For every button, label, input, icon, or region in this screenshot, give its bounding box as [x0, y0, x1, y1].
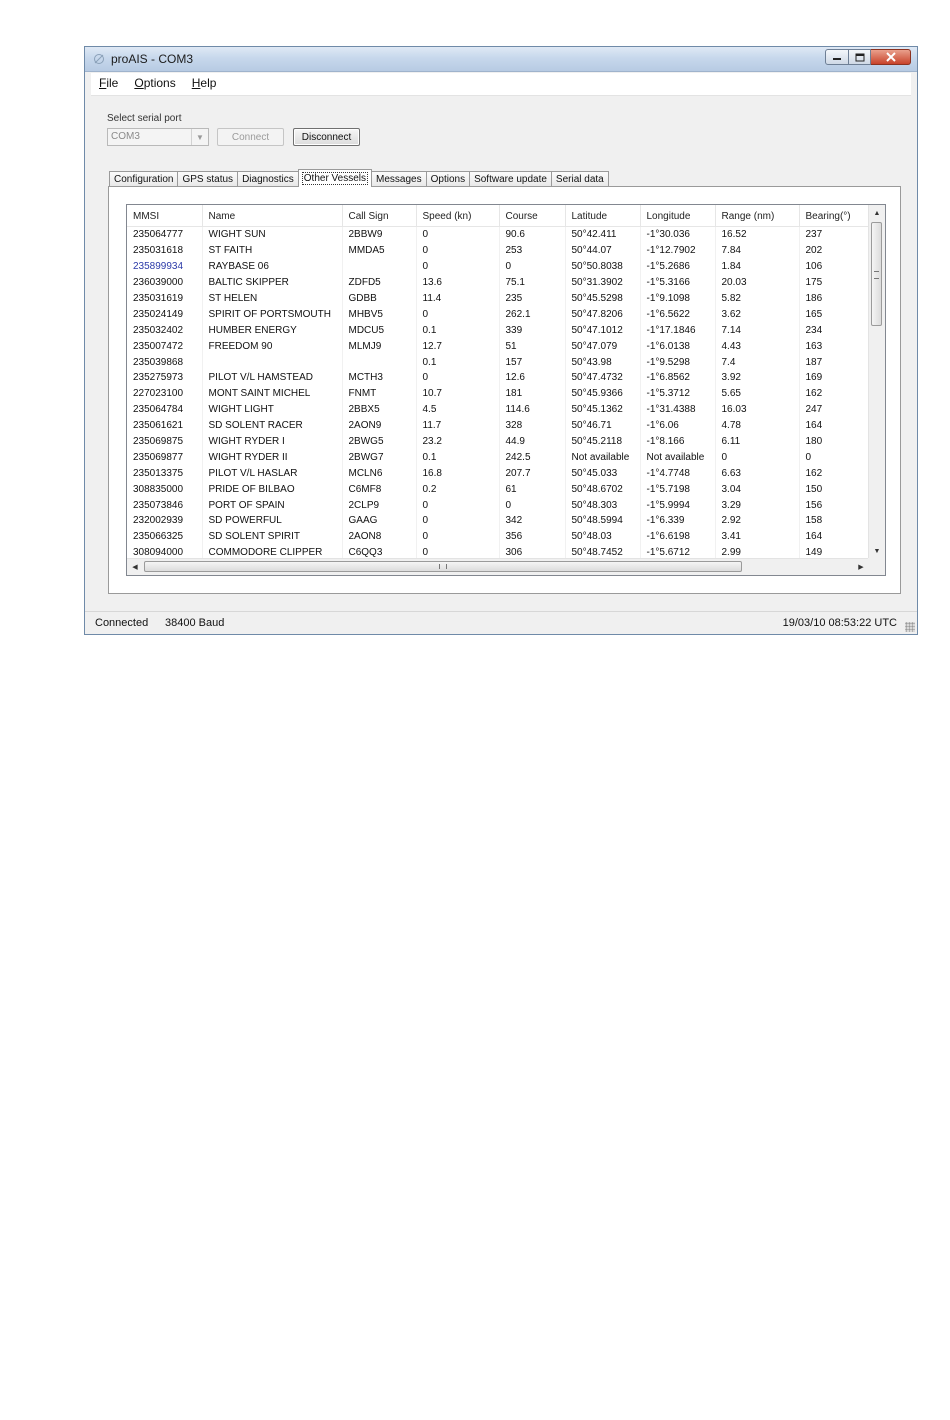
cell-speed: 0.1: [416, 322, 499, 338]
minimize-button[interactable]: [825, 49, 849, 65]
cell-call-sign: 2AON8: [342, 529, 416, 545]
cell-longitude: -1°30.036: [640, 227, 715, 243]
cell-longitude: -1°5.2686: [640, 259, 715, 275]
serial-port-value: COM3: [111, 131, 140, 142]
cell-latitude: 50°48.7452: [565, 545, 640, 559]
vessels-grid-body: [127, 205, 869, 559]
column-header-mmsi[interactable]: MMSI: [127, 205, 202, 227]
other-vessels-panel: [108, 186, 901, 594]
cell-bearing: 186: [799, 291, 869, 307]
cell-range: 7.4: [715, 354, 799, 370]
table-row[interactable]: [127, 243, 869, 259]
cell-name: ST FAITH: [202, 243, 342, 259]
cell-call-sign: MLMJ9: [342, 338, 416, 354]
cell-course: 75.1: [499, 275, 565, 291]
cell-bearing: 175: [799, 275, 869, 291]
cell-speed: 12.7: [416, 338, 499, 354]
cell-speed: 0: [416, 259, 499, 275]
cell-range: 16.52: [715, 227, 799, 243]
cell-call-sign: 2AON9: [342, 418, 416, 434]
cell-latitude: 50°50.8038: [565, 259, 640, 275]
cell-range: 1.84: [715, 259, 799, 275]
cell-mmsi: 235275973: [127, 370, 202, 386]
cell-name: MONT SAINT MICHEL: [202, 386, 342, 402]
cell-longitude: -1°6.06: [640, 418, 715, 434]
cell-name: ST HELEN: [202, 291, 342, 307]
cell-call-sign: MDCU5: [342, 322, 416, 338]
tab-configuration[interactable]: Configuration: [109, 171, 178, 187]
cell-mmsi: 236039000: [127, 275, 202, 291]
cell-range: 0: [715, 449, 799, 465]
table-row[interactable]: [127, 465, 869, 481]
cell-latitude: 50°48.03: [565, 529, 640, 545]
cell-course: 242.5: [499, 449, 565, 465]
cell-range: 16.03: [715, 402, 799, 418]
cell-name: SPIRIT OF PORTSMOUTH: [202, 306, 342, 322]
cell-longitude: -1°6.0138: [640, 338, 715, 354]
cell-longitude: -1°5.7198: [640, 481, 715, 497]
tab-strip: [109, 169, 608, 187]
menu-help[interactable]: Help: [191, 76, 217, 90]
cell-name: SD POWERFUL: [202, 513, 342, 529]
cell-mmsi: 235073846: [127, 497, 202, 513]
cell-call-sign: [342, 354, 416, 370]
cell-course: 90.6: [499, 227, 565, 243]
cell-course: 12.6: [499, 370, 565, 386]
scroll-corner: [868, 558, 885, 575]
cell-course: 0: [499, 259, 565, 275]
cell-course: 0: [499, 497, 565, 513]
cell-latitude: 50°48.303: [565, 497, 640, 513]
tab-gps-status[interactable]: GPS status: [177, 171, 238, 187]
vessels-table: [127, 205, 869, 559]
cell-mmsi: 235069877: [127, 449, 202, 465]
cell-name: PORT OF SPAIN: [202, 497, 342, 513]
cell-speed: 10.7: [416, 386, 499, 402]
tab-serial-data[interactable]: Serial data: [551, 171, 609, 187]
cell-bearing: 162: [799, 386, 869, 402]
column-header-course[interactable]: Course: [499, 205, 565, 227]
cell-course: 328: [499, 418, 565, 434]
column-header-speed[interactable]: Speed (kn): [416, 205, 499, 227]
cell-bearing: 150: [799, 481, 869, 497]
cell-bearing: 169: [799, 370, 869, 386]
status-time: 19/03/10 08:53:22 UTC: [782, 617, 897, 629]
cell-speed: 0: [416, 545, 499, 559]
cell-speed: 16.8: [416, 465, 499, 481]
cell-range: 7.84: [715, 243, 799, 259]
cell-bearing: 149: [799, 545, 869, 559]
cell-longitude: -1°8.166: [640, 434, 715, 450]
cell-speed: 0: [416, 497, 499, 513]
cell-range: 3.62: [715, 306, 799, 322]
close-icon: [886, 52, 896, 62]
cell-speed: 4.5: [416, 402, 499, 418]
cell-mmsi: 235024149: [127, 306, 202, 322]
cell-call-sign: MMDA5: [342, 243, 416, 259]
cell-name: FREEDOM 90: [202, 338, 342, 354]
table-row[interactable]: [127, 497, 869, 513]
cell-call-sign: MCLN6: [342, 465, 416, 481]
cell-longitude: -1°6.5622: [640, 306, 715, 322]
cell-longitude: -1°5.3712: [640, 386, 715, 402]
column-header-range[interactable]: Range (nm): [715, 205, 799, 227]
cell-name: [202, 354, 342, 370]
grip-icon: [439, 564, 447, 569]
cell-mmsi: 235066325: [127, 529, 202, 545]
cell-course: 44.9: [499, 434, 565, 450]
cell-bearing: 163: [799, 338, 869, 354]
cell-speed: 0: [416, 370, 499, 386]
column-header-longitude[interactable]: Longitude: [640, 205, 715, 227]
cell-latitude: 50°48.5994: [565, 513, 640, 529]
cell-call-sign: ZDFD5: [342, 275, 416, 291]
cell-call-sign: [342, 259, 416, 275]
cell-course: 339: [499, 322, 565, 338]
cell-range: 6.11: [715, 434, 799, 450]
vessels-grid: [126, 204, 886, 576]
maximize-button[interactable]: [849, 49, 871, 65]
grip-icon: [874, 271, 879, 279]
cell-latitude: 50°45.033: [565, 465, 640, 481]
cell-mmsi: 308094000: [127, 545, 202, 559]
cell-speed: 0.1: [416, 354, 499, 370]
cell-name: SD SOLENT SPIRIT: [202, 529, 342, 545]
cell-longitude: -1°31.4388: [640, 402, 715, 418]
cell-longitude: -1°5.9994: [640, 497, 715, 513]
cell-latitude: Not available: [565, 449, 640, 465]
chevron-down-icon[interactable]: ▼: [191, 129, 208, 145]
cell-name: RAYBASE 06: [202, 259, 342, 275]
cell-range: 3.92: [715, 370, 799, 386]
cell-call-sign: 2BWG5: [342, 434, 416, 450]
cell-latitude: 50°48.6702: [565, 481, 640, 497]
cell-name: WIGHT RYDER II: [202, 449, 342, 465]
menu-options[interactable]: Options: [134, 76, 176, 90]
serial-port-select[interactable]: [107, 128, 209, 146]
table-body: [127, 227, 869, 560]
cell-latitude: 50°47.8206: [565, 306, 640, 322]
cell-bearing: 164: [799, 529, 869, 545]
cell-speed: 11.7: [416, 418, 499, 434]
cell-longitude: -1°5.6712: [640, 545, 715, 559]
cell-range: 5.82: [715, 291, 799, 307]
cell-speed: 0: [416, 513, 499, 529]
cell-call-sign: C6QQ3: [342, 545, 416, 559]
app-window: [84, 46, 918, 635]
tab-other-vessels[interactable]: Other Vessels: [298, 169, 372, 187]
cell-range: 6.63: [715, 465, 799, 481]
table-row[interactable]: [127, 275, 869, 291]
cell-mmsi: 232002939: [127, 513, 202, 529]
table-row[interactable]: [127, 322, 869, 338]
cell-name: WIGHT RYDER I: [202, 434, 342, 450]
cell-call-sign: MHBV5: [342, 306, 416, 322]
cell-range: 3.04: [715, 481, 799, 497]
vertical-scrollbar[interactable]: [868, 205, 885, 559]
tab-messages[interactable]: Messages: [371, 171, 427, 187]
cell-name: PRIDE OF BILBAO: [202, 481, 342, 497]
cell-bearing: 180: [799, 434, 869, 450]
cell-speed: 0: [416, 529, 499, 545]
cell-longitude: -1°9.5298: [640, 354, 715, 370]
table-row[interactable]: [127, 402, 869, 418]
cell-mmsi: 235013375: [127, 465, 202, 481]
cell-course: 306: [499, 545, 565, 559]
connect-button[interactable]: Connect: [217, 128, 284, 146]
cell-range: 5.65: [715, 386, 799, 402]
cell-speed: 23.2: [416, 434, 499, 450]
minimize-icon: [832, 53, 842, 61]
cell-name: WIGHT LIGHT: [202, 402, 342, 418]
cell-latitude: 50°45.5298: [565, 291, 640, 307]
cell-bearing: 165: [799, 306, 869, 322]
cell-course: 235: [499, 291, 565, 307]
table-row[interactable]: [127, 545, 869, 559]
table-row[interactable]: [127, 306, 869, 322]
cell-name: HUMBER ENERGY: [202, 322, 342, 338]
menu-file[interactable]: File: [99, 76, 119, 90]
cell-range: 4.78: [715, 418, 799, 434]
cell-bearing: 0: [799, 449, 869, 465]
cell-latitude: 50°45.1362: [565, 402, 640, 418]
cell-range: 2.99: [715, 545, 799, 559]
cell-call-sign: C6MF8: [342, 481, 416, 497]
scroll-right-icon[interactable]: ▶: [858, 564, 864, 571]
tab-software-update[interactable]: Software update: [469, 171, 552, 187]
cell-longitude: -1°6.6198: [640, 529, 715, 545]
cell-call-sign: FNMT: [342, 386, 416, 402]
table-row[interactable]: [127, 227, 869, 243]
cell-bearing: 158: [799, 513, 869, 529]
table-row[interactable]: [127, 291, 869, 307]
serial-port-label: Select serial port: [107, 113, 182, 124]
cell-course: 342: [499, 513, 565, 529]
cell-mmsi: 235061621: [127, 418, 202, 434]
cell-mmsi: 227023100: [127, 386, 202, 402]
cell-range: 4.43: [715, 338, 799, 354]
cell-latitude: 50°46.71: [565, 418, 640, 434]
cell-bearing: 187: [799, 354, 869, 370]
tab-options[interactable]: Options: [426, 171, 470, 187]
table-row[interactable]: [127, 529, 869, 545]
connection-status: Connected: [95, 617, 149, 629]
cell-latitude: 50°45.9366: [565, 386, 640, 402]
cell-range: 20.03: [715, 275, 799, 291]
baud-rate: 38400 Baud: [165, 617, 225, 629]
cell-name: COMMODORE CLIPPER: [202, 545, 342, 559]
table-row[interactable]: [127, 370, 869, 386]
cell-mmsi: 235007472: [127, 338, 202, 354]
cell-mmsi: 235069875: [127, 434, 202, 450]
cell-longitude: -1°6.8562: [640, 370, 715, 386]
cell-course: 253: [499, 243, 565, 259]
cell-speed: 0: [416, 306, 499, 322]
cell-bearing: 106: [799, 259, 869, 275]
cell-call-sign: MCTH3: [342, 370, 416, 386]
table-row[interactable]: [127, 513, 869, 529]
horizontal-scroll-thumb[interactable]: [144, 561, 742, 572]
menu-bar: [91, 73, 911, 96]
table-row[interactable]: [127, 338, 869, 354]
table-row[interactable]: [127, 449, 869, 465]
cell-call-sign: 2BBX5: [342, 402, 416, 418]
table-row[interactable]: [127, 386, 869, 402]
cell-mmsi: 235031618: [127, 243, 202, 259]
window-controls: [825, 49, 911, 65]
cell-latitude: 50°42.411: [565, 227, 640, 243]
cell-course: 181: [499, 386, 565, 402]
cell-longitude: -1°9.1098: [640, 291, 715, 307]
status-bar: [85, 611, 917, 634]
table-row[interactable]: [127, 418, 869, 434]
cell-range: 7.14: [715, 322, 799, 338]
scroll-up-icon[interactable]: ▲: [873, 209, 881, 217]
cell-mmsi: 235031619: [127, 291, 202, 307]
cell-latitude: 50°47.079: [565, 338, 640, 354]
column-header-latitude[interactable]: Latitude: [565, 205, 640, 227]
cell-speed: 0.1: [416, 449, 499, 465]
cell-course: 61: [499, 481, 565, 497]
cell-range: 3.29: [715, 497, 799, 513]
cell-longitude: -1°6.339: [640, 513, 715, 529]
cell-range: 3.41: [715, 529, 799, 545]
title-bar[interactable]: [85, 47, 917, 72]
maximize-icon: [855, 53, 865, 62]
cell-call-sign: 2BBW9: [342, 227, 416, 243]
cell-latitude: 50°47.4732: [565, 370, 640, 386]
table-header-row: [127, 205, 869, 227]
scroll-down-icon[interactable]: ▼: [873, 547, 881, 555]
cell-mmsi: 235064777: [127, 227, 202, 243]
cell-mmsi: 235064784: [127, 402, 202, 418]
cell-longitude: -1°12.7902: [640, 243, 715, 259]
cell-range: 2.92: [715, 513, 799, 529]
cell-latitude: 50°47.1012: [565, 322, 640, 338]
cell-name: SD SOLENT RACER: [202, 418, 342, 434]
cell-speed: 0: [416, 243, 499, 259]
column-header-call-sign[interactable]: Call Sign: [342, 205, 416, 227]
disconnect-button[interactable]: Disconnect: [293, 128, 360, 146]
cell-course: 262.1: [499, 306, 565, 322]
app-icon: [93, 53, 105, 65]
cell-course: 356: [499, 529, 565, 545]
cell-speed: 0: [416, 227, 499, 243]
cell-bearing: 234: [799, 322, 869, 338]
cell-name: WIGHT SUN: [202, 227, 342, 243]
cell-mmsi: 235032402: [127, 322, 202, 338]
table-row[interactable]: [127, 481, 869, 497]
cell-latitude: 50°44.07: [565, 243, 640, 259]
cell-speed: 13.6: [416, 275, 499, 291]
cell-course: 157: [499, 354, 565, 370]
cell-bearing: 247: [799, 402, 869, 418]
cell-speed: 0.2: [416, 481, 499, 497]
scroll-left-icon[interactable]: ◀: [132, 564, 138, 571]
cell-speed: 11.4: [416, 291, 499, 307]
cell-longitude: Not available: [640, 449, 715, 465]
cell-bearing: 202: [799, 243, 869, 259]
cell-call-sign: GAAG: [342, 513, 416, 529]
cell-name: PILOT V/L HASLAR: [202, 465, 342, 481]
column-header-bearing[interactable]: Bearing(°): [799, 205, 869, 227]
cell-longitude: -1°4.7748: [640, 465, 715, 481]
cell-call-sign: 2BWG7: [342, 449, 416, 465]
cell-name: PILOT V/L HAMSTEAD: [202, 370, 342, 386]
cell-longitude: -1°5.3166: [640, 275, 715, 291]
cell-call-sign: 2CLP9: [342, 497, 416, 513]
tab-diagnostics[interactable]: Diagnostics: [237, 171, 299, 187]
table-row[interactable]: [127, 259, 869, 275]
horizontal-scrollbar[interactable]: [127, 558, 869, 575]
cell-course: 207.7: [499, 465, 565, 481]
cell-longitude: -1°17.1846: [640, 322, 715, 338]
cell-mmsi: 308835000: [127, 481, 202, 497]
cell-mmsi: 235899934: [127, 259, 202, 275]
cell-latitude: 50°31.3902: [565, 275, 640, 291]
window-title: proAIS - COM3: [111, 52, 194, 66]
table-row[interactable]: [127, 434, 869, 450]
cell-latitude: 50°45.2118: [565, 434, 640, 450]
cell-bearing: 156: [799, 497, 869, 513]
cell-course: 51: [499, 338, 565, 354]
close-button[interactable]: [871, 49, 911, 65]
cell-latitude: 50°43.98: [565, 354, 640, 370]
cell-course: 114.6: [499, 402, 565, 418]
column-header-name[interactable]: Name: [202, 205, 342, 227]
cell-name: BALTIC SKIPPER: [202, 275, 342, 291]
cell-bearing: 162: [799, 465, 869, 481]
cell-bearing: 237: [799, 227, 869, 243]
cell-call-sign: GDBB: [342, 291, 416, 307]
table-row[interactable]: [127, 354, 869, 370]
cell-bearing: 164: [799, 418, 869, 434]
cell-mmsi: 235039868: [127, 354, 202, 370]
resize-grip-icon[interactable]: [905, 622, 915, 632]
vertical-scroll-thumb[interactable]: [871, 222, 882, 326]
